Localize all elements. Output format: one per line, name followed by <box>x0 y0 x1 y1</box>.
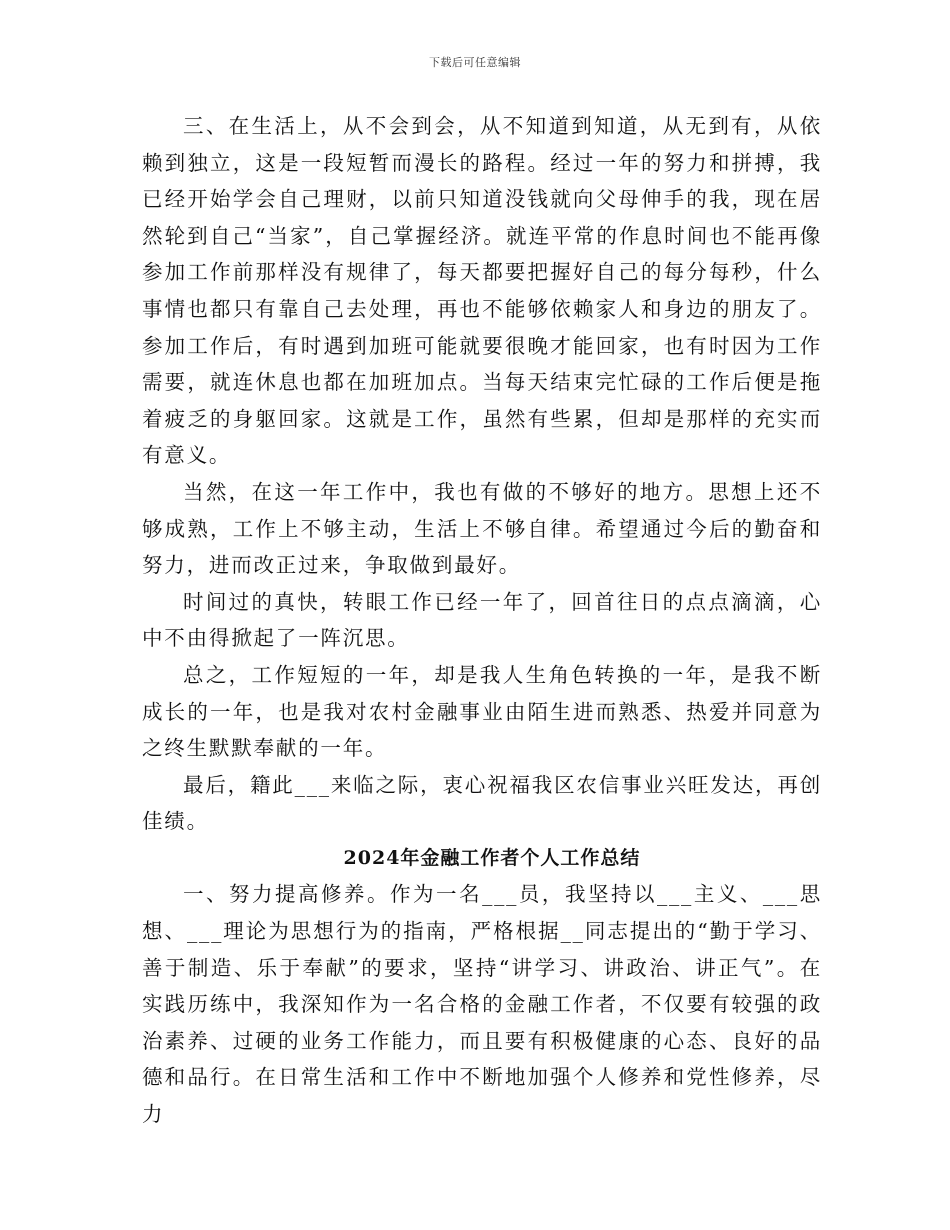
paragraph-conclusion: 总之，工作短短的一年，却是我人生角色转换的一年，是我不断成长的一年，也是我对农村金融事业由陌生进而熟悉、热爱并同意为之终生默默奉献的一年。 <box>142 662 822 761</box>
paragraph-time: 时间过的真快，转眼工作已经一年了，回首往日的点点滴滴，心中不由得掀起了一阵沉思。 <box>142 589 822 651</box>
section-title: 2024年金融工作者个人工作总结 <box>343 846 641 869</box>
paragraph-cultivation: 一、努力提高修养。作为一名___员，我坚持以___主义、___思想、___理论为思想行为的指南，严格根据__同志提出的“勤于学习、善于制造、乐于奉献”的要求，坚持“讲学习、讲政治、讲正气”。在实践历练中，我深知作为一名合格的金融工作者，不仅要有较强的政治素养、过硬的业务工作能力，而且要有积极健康的心态、良好的品德和品行。在日常生活和工作中不断地加强个人修养和党性修养，尽力 <box>142 882 822 1127</box>
paragraph-life: 三、在生活上，从不会到会，从不知道到知道，从无到有，从依赖到独立，这是一段短暂而漫长的路程。经过一年的努力和拼搏，我已经开始学会自己理财，以前只知道没钱就向父母伸手的我，现在居然轮到自己“当家”，自己掌握经济。就连平常的作息时间也不能再像参加工作前那样没有规律了，每天都要把握好自己的每分每秒，什么事情也都只有靠自己去处理，再也不能够依赖家人和身边的朋友了。参加工作后，有时遇到加班可能就要很晚才能回家，也有时因为工作需要，就连休息也都在加班加点。当每天结束完忙碌的工作后便是拖着疲乏的身躯回家。这就是工作，虽然有些累，但却是那样的充实而有意义。 <box>142 114 822 468</box>
paragraph-shortcomings: 当然，在这一年工作中，我也有做的不够好的地方。思想上还不够成熟，工作上不够主动，生活上不够自律。希望通过今后的勤奋和努力，进而改正过来，争取做到最好。 <box>142 479 822 578</box>
document-body <box>142 108 822 1133</box>
page-header: 下载后可任意编辑 <box>429 56 521 69</box>
paragraph-closing: 最后，籍此___来临之际，衷心祝福我区农信事业兴旺发达，再创佳绩。 <box>142 772 822 834</box>
